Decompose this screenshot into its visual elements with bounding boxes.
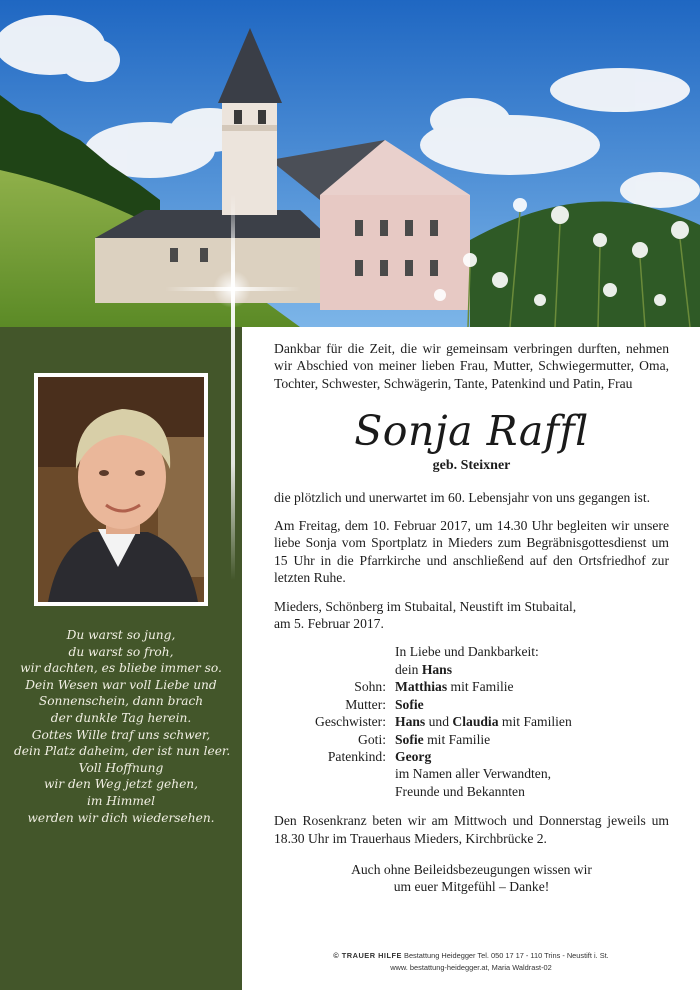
poem-line: der dunkle Tag herein.: [50, 710, 192, 725]
footer-contact: Bestattung Heidegger Tel. 050 17 17 - 110 Trins - Neustift i. St.: [404, 951, 609, 960]
mourner-relation: Patenkind:: [327, 748, 386, 764]
poem-line: Gottes Wille traf uns schwer,: [31, 727, 211, 742]
mourners-heading: In Liebe und Dankbarkeit:: [395, 644, 539, 660]
poem-line: wir dachten, es bliebe immer so.: [20, 661, 222, 676]
poem-line: dein Platz daheim, der ist nun leer.: [14, 744, 231, 759]
mourner-relation: [274, 765, 395, 782]
mourner-text: im Namen aller Verwandten,: [395, 766, 552, 782]
poem-line: Voll Hoffnung: [78, 760, 164, 775]
funeral-details: Am Freitag, dem 10. Februar 2017, um 14.30 Uhr begleiten wir unsere liebe Sonja vom Sportplatz in Mieders zum Begräbnisgottesdienst um 15 Uhr in die Pfarrkirche und anschließend auf den Ortsfriedhof zur letzten Ruhe.: [274, 518, 669, 586]
cross-icon: [213, 270, 251, 308]
mourners-list: [274, 643, 669, 800]
mourner-names: [395, 661, 669, 678]
mourner-row: [274, 748, 669, 765]
mourner-text: und: [425, 714, 453, 730]
mourner-relation: [274, 661, 395, 678]
sidebar-panel: [0, 327, 242, 990]
thanks-note: [274, 861, 669, 896]
date-line: am 5. Februar 2017.: [274, 616, 384, 632]
mourner-text: mit Familie: [423, 731, 491, 747]
mourner-text: mit Familien: [498, 714, 572, 730]
poem-line: Du warst so jung,: [66, 628, 176, 642]
portrait-photo: [34, 373, 208, 606]
memorial-poem: [14, 627, 231, 826]
thanks-line: um euer Mitgefühl – Danke!: [393, 879, 550, 895]
poem-line: im Himmel: [86, 793, 156, 808]
mourner-names: [395, 696, 669, 713]
death-notice: die plötzlich und unerwartet im 60. Lebensjahr von uns gegangen ist.: [274, 489, 650, 505]
mourner-name: Sofie: [395, 696, 424, 712]
poem-line: werden wir dich wiedersehen.: [27, 810, 215, 825]
mourner-relation: Goti:: [358, 731, 386, 747]
mourner-relation: Geschwister:: [315, 714, 386, 730]
mourner-row: [274, 678, 669, 695]
mourner-text: dein: [395, 661, 422, 677]
footer-web: www. bestattung-heidegger.at, Maria Waldrast-02: [390, 963, 552, 972]
mourner-name: Claudia: [452, 714, 499, 730]
place-line: Mieders, Schönberg im Stubaital, Neustift im Stubaital,: [274, 598, 577, 614]
mourner-names: [395, 678, 669, 695]
intro-text: Dankbar für die Zeit, die wir gemeinsam verbringen durften, nehmen wir Abschied von meiner lieben Frau, Mutter, Schwiegermutter, Oma, Tochter, Schwester, Schwägerin, Tante, Patenkind und Patin, Frau: [274, 341, 669, 391]
mourner-row: [274, 783, 669, 800]
poem-line: Dein Wesen war voll Liebe und: [25, 677, 217, 692]
mourner-row: [274, 661, 669, 678]
footer: [242, 950, 700, 974]
mourner-name: Hans: [421, 661, 453, 677]
mourner-text: mit Familie: [447, 679, 514, 695]
maiden-name: geb. Steixner: [432, 458, 511, 474]
mourner-row: [274, 765, 669, 782]
mourner-text: Freunde und Bekannten: [395, 783, 525, 799]
mourner-row: [274, 731, 669, 748]
poem-line: wir den Weg jetzt gehen,: [43, 777, 199, 792]
mourner-relation: Sohn:: [354, 679, 386, 695]
mourner-names: [395, 713, 669, 730]
mourner-row: [274, 696, 669, 713]
mourner-names: [395, 783, 669, 800]
mourner-name: Matthias: [395, 679, 448, 695]
mourner-name: Hans: [395, 714, 426, 730]
place-date: [274, 598, 669, 633]
mourner-row: [274, 713, 669, 730]
mourner-name: Sofie: [395, 731, 424, 747]
thanks-line: Auch ohne Beileidsbezeugungen wissen wir: [351, 861, 592, 877]
obituary-text: [274, 340, 669, 907]
cross-vertical-beam: [231, 194, 235, 580]
mourner-names: [395, 748, 669, 765]
mourner-names: [395, 731, 669, 748]
mourner-names: [395, 765, 669, 782]
mourner-relation: [274, 783, 395, 800]
header-photo-church: [0, 0, 700, 327]
poem-line: du warst so froh,: [68, 644, 174, 659]
footer-brand: © TRAUER HILFE: [333, 951, 402, 960]
mourner-name: Georg: [395, 748, 432, 764]
mourner-relation: Mutter:: [345, 696, 386, 712]
deceased-name: Sonja Raffl: [354, 407, 589, 456]
rosary-notice: Den Rosenkranz beten wir am Mittwoch und Donnerstag jeweils um 18.30 Uhr im Trauerhaus Mieders, Kirchbrücke 2.: [274, 813, 669, 846]
poem-line: Sonnenschein, dann brach: [38, 694, 204, 709]
